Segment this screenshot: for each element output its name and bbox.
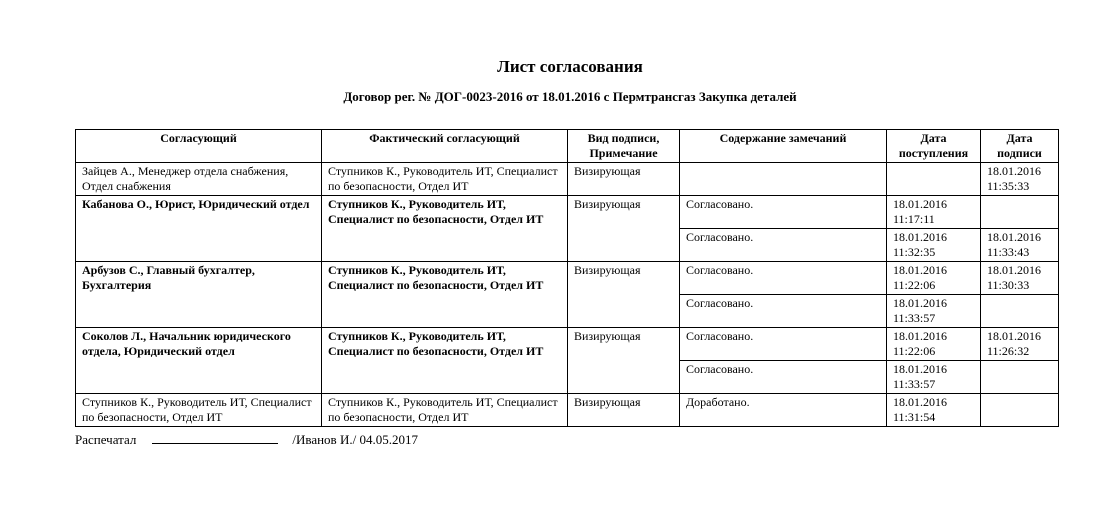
cell-signed-date: 18.01.2016 11:35:33 bbox=[981, 163, 1059, 196]
cell-comment: Согласовано. bbox=[680, 262, 887, 295]
header-actual-approver: Фактический согласующий bbox=[322, 130, 568, 163]
approval-table-body bbox=[76, 163, 1059, 427]
cell-sign-type: Визирующая bbox=[568, 163, 680, 196]
cell-comment: Согласовано. bbox=[680, 361, 887, 394]
cell-signed-date: 18.01.2016 11:26:32 bbox=[981, 328, 1059, 361]
cell-approver: Соколов Л., Начальник юридического отдела, Юридический отдел bbox=[76, 328, 322, 394]
cell-actual-approver: Ступников К., Руководитель ИТ, Специалист по безопасности, Отдел ИТ bbox=[322, 394, 568, 427]
cell-approver: Кабанова О., Юрист, Юридический отдел bbox=[76, 196, 322, 262]
cell-sign-type: Визирующая bbox=[568, 262, 680, 328]
cell-sign-type: Визирующая bbox=[568, 328, 680, 394]
header-comments: Содержание замечаний bbox=[680, 130, 887, 163]
table-row bbox=[76, 196, 1059, 229]
cell-received-date: 18.01.2016 11:32:35 bbox=[887, 229, 981, 262]
cell-actual-approver: Ступников К., Руководитель ИТ, Специалист по безопасности, Отдел ИТ bbox=[322, 262, 568, 328]
cell-received-date: 18.01.2016 11:17:11 bbox=[887, 196, 981, 229]
cell-comment: Согласовано. bbox=[680, 196, 887, 229]
signature-line bbox=[152, 430, 278, 444]
cell-received-date: 18.01.2016 11:22:06 bbox=[887, 328, 981, 361]
cell-actual-approver: Ступников К., Руководитель ИТ, Специалист по безопасности, Отдел ИТ bbox=[322, 328, 568, 394]
cell-signed-date: 18.01.2016 11:30:33 bbox=[981, 262, 1059, 295]
contract-subtitle: Договор рег. № ДОГ-0023-2016 от 18.01.2016 с Пермтрансгаз Закупка деталей bbox=[343, 89, 797, 104]
cell-approver: Арбузов С., Главный бухгалтер, Бухгалтерия bbox=[76, 262, 322, 328]
cell-sign-type: Визирующая bbox=[568, 394, 680, 427]
cell-signed-date bbox=[981, 361, 1059, 394]
cell-comment: Согласовано. bbox=[680, 328, 887, 361]
table-row bbox=[76, 163, 1059, 196]
cell-received-date bbox=[887, 163, 981, 196]
cell-comment bbox=[680, 163, 887, 196]
page-title: Лист согласования bbox=[497, 57, 643, 76]
cell-comment: Согласовано. bbox=[680, 229, 887, 262]
cell-signed-date bbox=[981, 295, 1059, 328]
table-row bbox=[76, 328, 1059, 361]
table-header-row bbox=[76, 130, 1059, 163]
cell-sign-type: Визирующая bbox=[568, 196, 680, 262]
table-row bbox=[76, 394, 1059, 427]
printed-footer bbox=[75, 430, 418, 448]
cell-actual-approver: Ступников К., Руководитель ИТ, Специалист по безопасности, Отдел ИТ bbox=[322, 196, 568, 262]
cell-received-date: 18.01.2016 11:33:57 bbox=[887, 295, 981, 328]
header-received-date: Дата поступления bbox=[887, 130, 981, 163]
approval-table bbox=[75, 129, 1059, 427]
cell-approver: Ступников К., Руководитель ИТ, Специалист по безопасности, Отдел ИТ bbox=[76, 394, 322, 427]
header-approver: Согласующий bbox=[76, 130, 322, 163]
table-row bbox=[76, 262, 1059, 295]
cell-received-date: 18.01.2016 11:31:54 bbox=[887, 394, 981, 427]
cell-comment: Согласовано. bbox=[680, 295, 887, 328]
cell-signed-date: 18.01.2016 11:33:43 bbox=[981, 229, 1059, 262]
header-signed-date: Дата подписи bbox=[981, 130, 1059, 163]
cell-signed-date bbox=[981, 394, 1059, 427]
printed-label: Распечатал bbox=[75, 432, 137, 447]
cell-received-date: 18.01.2016 11:33:57 bbox=[887, 361, 981, 394]
cell-actual-approver: Ступников К., Руководитель ИТ, Специалист по безопасности, Отдел ИТ bbox=[322, 163, 568, 196]
cell-received-date: 18.01.2016 11:22:06 bbox=[887, 262, 981, 295]
cell-comment: Доработано. bbox=[680, 394, 887, 427]
header-sign-type: Вид подписи, Примечание bbox=[568, 130, 680, 163]
cell-signed-date bbox=[981, 196, 1059, 229]
cell-approver: Зайцев А., Менеджер отдела снабжения, Отдел снабжения bbox=[76, 163, 322, 196]
printed-by: /Иванов И./ 04.05.2017 bbox=[292, 432, 418, 447]
